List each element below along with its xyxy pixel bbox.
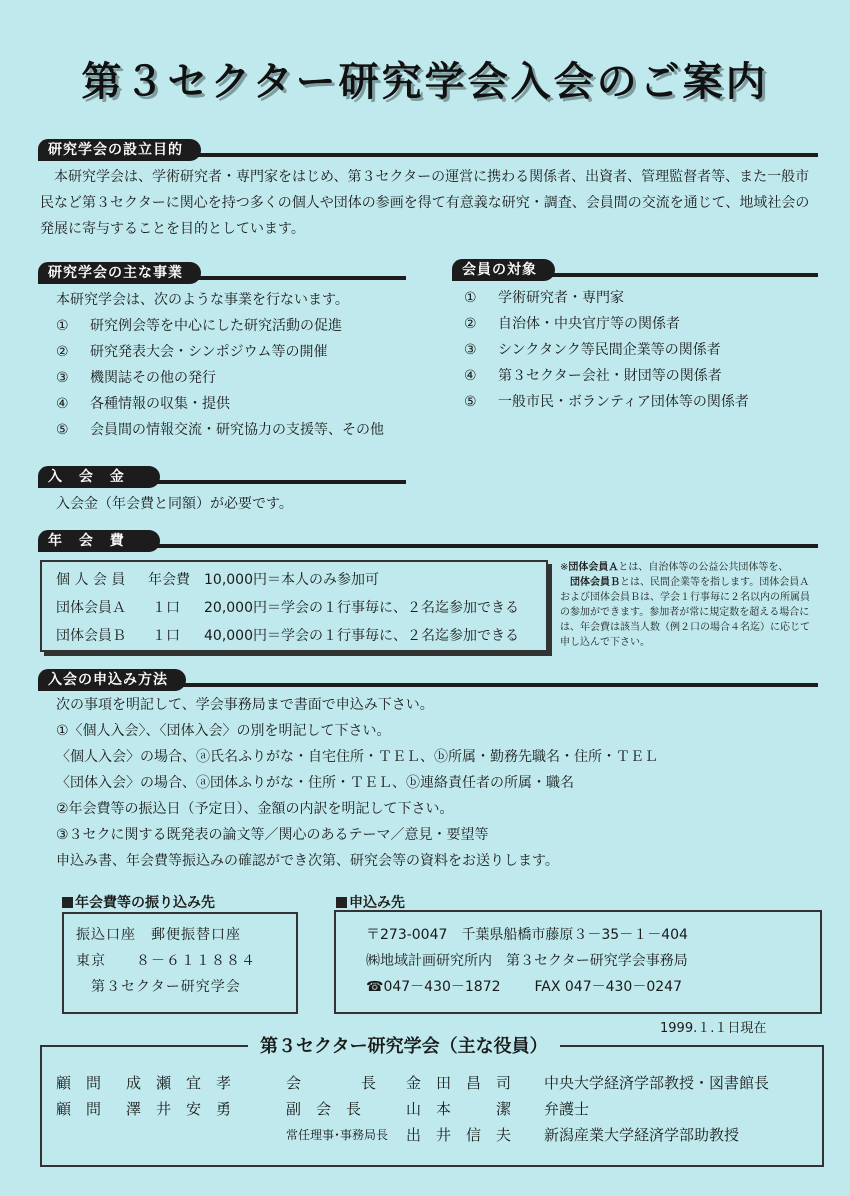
purpose-heading-label: 研究学会の設立目的 xyxy=(38,139,201,161)
annual-fee-note: ※団体会員Ａとは、自治体等の公益公共団体等を、 団体会員Ｂとは、民間企業等を指します。団体会員Ａおよび団体会員Ｂは、学会１行事毎に２名以内の所属員の参加ができます。参加者が常に規定数を超える場合には、年会費は該当人数（例２口の場合４名迄）に応じて申し込んで下さい。 xyxy=(560,562,810,648)
apply-org: ㈱地域計画研究所内 第３セクター研究学会事務局 xyxy=(366,953,688,969)
instruction-line: ①〈個人入会〉、〈団体入会〉の別を明記して下さい。 xyxy=(56,723,391,739)
application-instructions xyxy=(56,692,658,874)
table-row: 顧 問 成 瀬 宜 孝 会 長 金 田 昌 司 中央大学経済学部教授・図書館長 xyxy=(56,1074,770,1092)
list-item: ④ 各種情報の収集・提供 xyxy=(56,396,230,412)
table-row: 団体会員Ｂ １口 40,000円＝学会の１行事毎に、２名迄参加できる xyxy=(56,628,519,644)
list-item: ④ 第３セクター会社・財団等の関係者 xyxy=(464,368,722,384)
transfer-line: 東京 ８－６１１８８４ xyxy=(76,953,256,969)
apply-contact xyxy=(366,974,820,1000)
apply-tel: ☎047－430－1872 xyxy=(366,979,501,995)
entry-fee-text: 入会金（年会費と同額）が必要です。 xyxy=(56,496,293,512)
activities-intro: 本研究学会は、次のような事業を行ないます。 xyxy=(56,292,349,308)
list-item: ⑤ 一般市民・ボランティア団体等の関係者 xyxy=(464,394,749,410)
transfer-box xyxy=(62,912,298,1014)
instruction-line: 〈個人入会〉の場合、ⓐ氏名ふりがな・自宅住所・ＴＥＬ、ⓑ所属・勤務先職名・住所・ＴＥＬ xyxy=(56,749,658,765)
activities-heading xyxy=(38,262,406,284)
activities-list xyxy=(56,313,384,443)
square-bullet-icon xyxy=(336,897,347,908)
officers-table xyxy=(56,1070,816,1154)
apply-to-heading: 申込み先 xyxy=(336,892,405,912)
page-title: 第３セクター研究学会入会のご案内 xyxy=(81,58,769,105)
list-item: ③ シンクタンク等民間企業等の関係者 xyxy=(464,342,721,358)
instruction-line: ②年会費等の振込日（予定日）、金額の内訳を明記して下さい。 xyxy=(56,801,454,817)
table-row: 個 人 会 員 年会費 10,000円＝本人のみ参加可 xyxy=(56,572,379,588)
apply-to-box xyxy=(334,910,822,1014)
list-item: ② 研究発表大会・シンポジウム等の開催 xyxy=(56,344,328,360)
apply-fax: FAX 047－430－0247 xyxy=(534,979,682,995)
table-row: 団体会員Ａ １口 20,000円＝学会の１行事毎に、２名迄参加できる xyxy=(56,600,519,616)
application-heading-label: 入会の申込み方法 xyxy=(38,669,186,691)
entry-fee-heading-label: 入 会 金 xyxy=(38,466,160,488)
list-item: ① 研究例会等を中心にした研究活動の促進 xyxy=(56,318,342,334)
transfer-line: 第３セクター研究学会 xyxy=(76,979,241,995)
annual-fee-heading xyxy=(38,530,818,552)
officers-date: 1999.１.１日現在 xyxy=(660,1021,767,1036)
purpose-body: 本研究学会は、学術研究者・専門家をはじめ、第３セクターの運営に携わる関係者、出資者、管理監督者等、また一般市民など第３セクターに関心を持つ多くの個人や団体の参画を得て有意義な研究・調査、会員間の交流を通じて、地域社会の発展に寄与することを目的としています。 xyxy=(40,169,810,237)
instruction-line: 申込み書、年会費等振込みの確認ができ次第、研究会等の資料をお送りします。 xyxy=(56,853,559,869)
list-item: ③ 機関誌その他の発行 xyxy=(56,370,216,386)
entry-fee-heading xyxy=(38,466,406,488)
annual-fee-table xyxy=(40,560,548,652)
instruction-line: ③３セクに関する既発表の論文等／関心のあるテーマ／意見・要望等 xyxy=(56,827,489,843)
members-heading-label: 会員の対象 xyxy=(452,259,555,281)
application-heading xyxy=(38,669,818,691)
instruction-line: 次の事項を明記して、学会事務局まで書面で申込み下さい。 xyxy=(56,697,434,713)
transfer-line: 振込口座 郵便振替口座 xyxy=(76,927,241,943)
activities-heading-label: 研究学会の主な事業 xyxy=(38,262,201,284)
list-item: ⑤ 会員間の情報交流・研究協力の支援等、その他 xyxy=(56,422,384,438)
square-bullet-icon xyxy=(62,897,73,908)
annual-fee-heading-label: 年 会 費 xyxy=(38,530,160,552)
list-item: ① 学術研究者・専門家 xyxy=(464,290,624,306)
apply-address: 〒273-0047 千葉県船橋市藤原３－35－１－404 xyxy=(366,927,688,943)
transfer-heading: 年会費等の振り込み先 xyxy=(62,892,215,912)
instruction-line: 〈団体入会〉の場合、ⓐ団体ふりがな・住所・ＴＥＬ、ⓑ連絡責任者の所属・職名 xyxy=(56,775,574,791)
officers-heading: 第３セクター研究学会（主な役員） xyxy=(248,1032,560,1058)
table-row: 顧 問 澤 井 安 勇 副 会 長 山 本 潔 弁護士 xyxy=(56,1100,590,1118)
members-list xyxy=(464,285,749,415)
purpose-heading xyxy=(38,139,818,161)
members-heading xyxy=(452,259,818,281)
list-item: ② 自治体・中央官庁等の関係者 xyxy=(464,316,680,332)
table-row: 常任理事･事務局長 出 井 信 夫 新潟産業大学経済学部助教授 xyxy=(286,1126,740,1144)
